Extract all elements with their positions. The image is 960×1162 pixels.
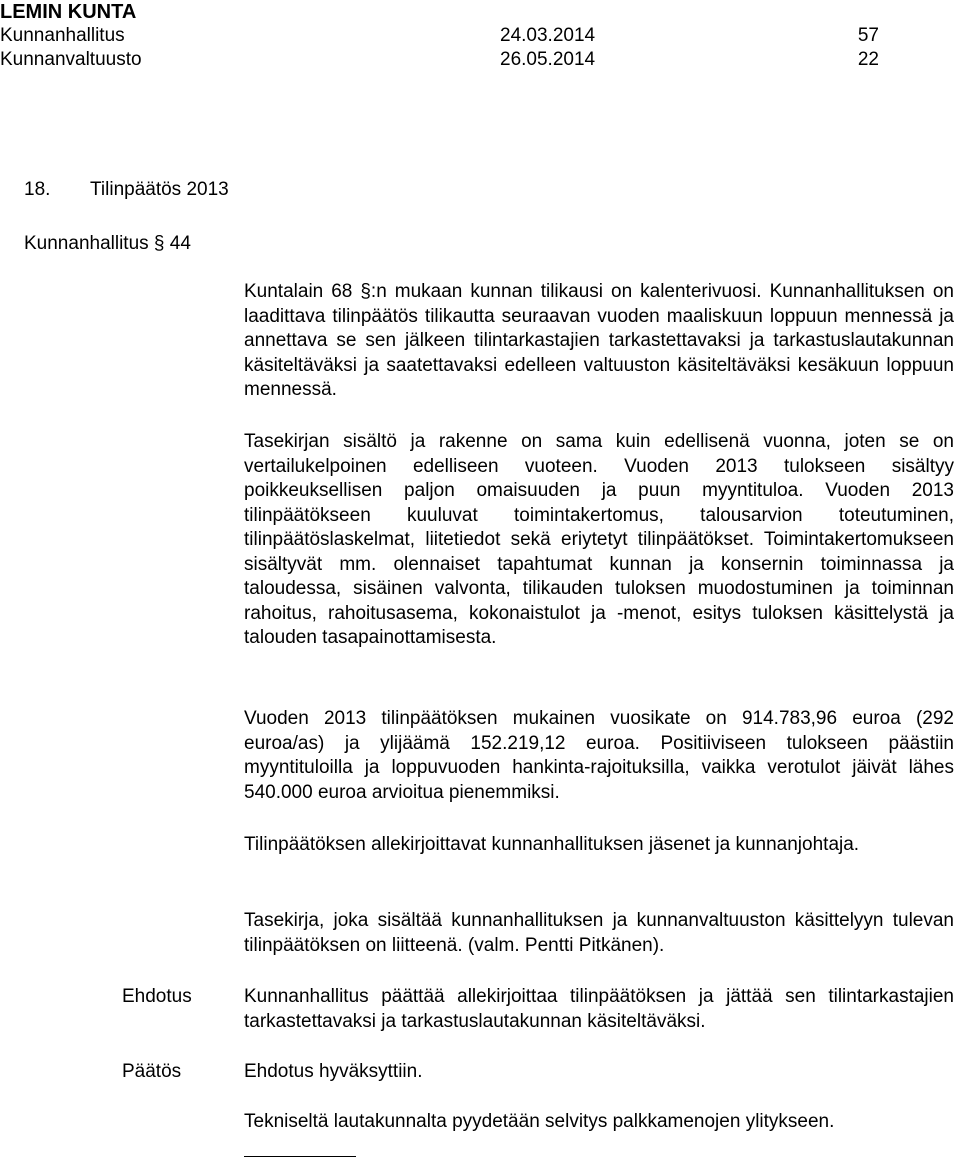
proposal-text: Kunnanhallitus päättää allekirjoittaa tilinpäätöksen ja jättää sen tilintarkastajien tarkastettavaksi ja tarkastuslautakunnan käsiteltäväksi.	[244, 986, 954, 1032]
signature-divider	[244, 1156, 356, 1157]
header-row-kunnanvaltuusto	[0, 48, 960, 72]
header-meeting-date: 26.05.2014	[500, 49, 596, 70]
decision-note: Tekniseltä lautakunnalta pyydetään selvitys palkkamenojen ylitykseen.	[244, 1111, 835, 1132]
proposal-label: Ehdotus	[122, 986, 192, 1007]
header-item-number: 57	[857, 25, 879, 46]
section-title: Tilinpäätös 2013	[90, 179, 229, 200]
body-paragraph: Tasekirjan sisältö ja rakenne on sama kuin edellisenä vuonna, joten se on vertailukelpoinen edelliseen vuoteen. Vuoden 2013 tulokseen sisältyy poikkeuksellisen paljon omaisuuden ja puun myyntituloa. Vuoden 2013 tilinpäätökseen kuuluvat toimintakertomus, talousarvion toteutuminen, tilinpäätöslaskelmat, liitetiedot sekä eriytetyt tilinpäätökset. Toimintakertomukseen sisältyvät mm. olennaiset tapahtumat kunnan ja konsernin toiminnassa ja taloudessa, sisäinen valvonta, tilikauden tuloksen muodostuminen ja toiminnan rahoitus, rahoitusasema, kokonaistulot ja -menot, esitys tuloksen käsittelystä ja talouden tasapainottamisesta.	[244, 431, 954, 648]
section-reference: Kunnanhallitus § 44	[24, 233, 191, 254]
header-body-name: Kunnanhallitus	[0, 25, 125, 46]
body-paragraph: Vuoden 2013 tilinpäätöksen mukainen vuosikate on 914.783,96 euroa (292 euroa/as) ja ylijäämä 152.219,12 euroa. Positiiviseen tulokseen päästiin myyntituloilla ja loppuvuoden hankinta-rajoituksilla, vaikka verotulot jäivät lähes 540.000 euroa arvioitua pienemmiksi.	[244, 708, 954, 803]
header-body-name: Kunnanvaltuusto	[0, 49, 142, 70]
header-row-kunnanhallitus	[0, 24, 960, 48]
body-paragraph: Kuntalain 68 §:n mukaan kunnan tilikausi on kalenterivuosi. Kunnanhallituksen on laadittava tilinpäätös tilikautta seuraavan vuoden maaliskuun loppuun mennessä ja annettava se sen jälkeen tilintarkastajien tarkastettavaksi ja tarkastuslautakunnan käsiteltäväksi ja saatettavaksi edelleen valtuuston käsiteltäväksi kesäkuun loppuun mennessä.	[244, 281, 954, 400]
header-meeting-date: 24.03.2014	[500, 25, 596, 46]
body-paragraph: Tilinpäätöksen allekirjoittavat kunnanhallituksen jäsenet ja kunnanjohtaja.	[244, 834, 860, 855]
organization-name: LEMIN KUNTA	[0, 1, 137, 23]
decision-label: Päätös	[122, 1061, 182, 1082]
decision-text: Ehdotus hyväksyttiin.	[244, 1061, 423, 1082]
body-paragraph: Tasekirja, joka sisältää kunnanhallituksen ja kunnanvaltuuston käsittelyyn tulevan tilinpäätöksen on liitteenä. (valm. Pentti Pitkänen).	[244, 910, 954, 956]
header-item-number: 22	[857, 49, 879, 70]
section-number: 18.	[24, 179, 51, 200]
